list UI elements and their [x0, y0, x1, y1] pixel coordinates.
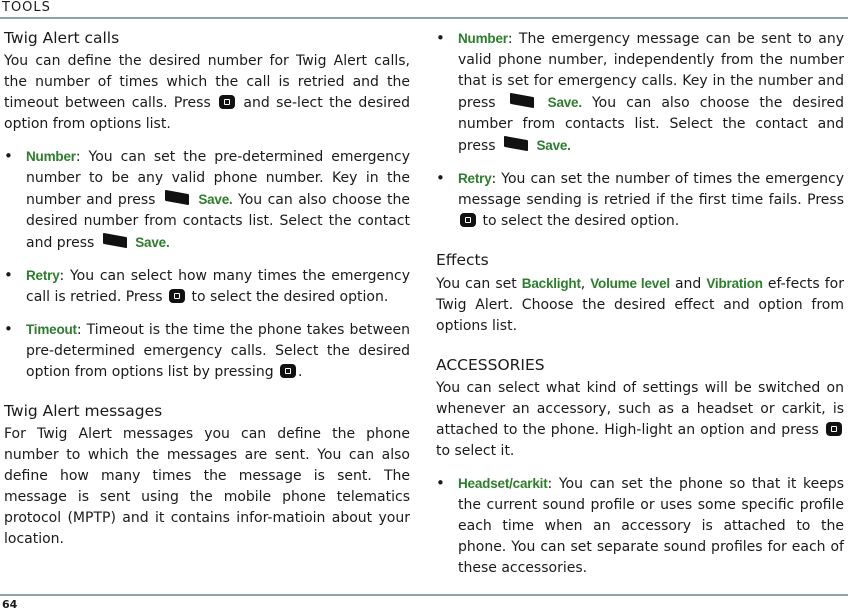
soft-key-icon — [510, 93, 534, 108]
keyword: Number — [458, 31, 508, 46]
left-column — [4, 28, 410, 550]
messages-heading: Twig Alert messages — [4, 402, 163, 420]
page-header — [0, 0, 848, 20]
soft-key-icon — [504, 136, 528, 151]
keyword: Save. — [536, 138, 571, 153]
accessories-heading: ACCESSORIES — [436, 356, 545, 374]
ok-key-icon — [169, 289, 185, 303]
soft-key-icon — [165, 190, 189, 205]
keyword: Retry — [458, 171, 492, 186]
header-rule — [0, 17, 848, 19]
ok-key-icon — [219, 95, 235, 109]
calls-heading: Twig Alert calls — [4, 29, 120, 47]
keyword: Headset/carkit — [458, 476, 548, 491]
right-column — [436, 28, 844, 590]
list-item-headset-carkit: • Headset/carkit: You can set the phone so that it keeps the current sound profile or uses some specific profile each time when an accessory is attached to the phone. You can set separate sound profiles for each of these accessories. — [436, 473, 844, 579]
keyword: Save. — [547, 95, 582, 110]
keyword: Vibration — [706, 276, 763, 291]
list-item-timeout: • Timeout: Timeout is the time the phone takes between pre-determined emergency calls. Select the desired option from options list by pressing . — [4, 319, 410, 383]
section-label: TOOLS — [2, 0, 51, 15]
ok-key-icon — [826, 422, 842, 436]
accessories-option-list — [436, 473, 844, 579]
soft-key-icon — [103, 233, 127, 248]
page-number: 64 — [2, 598, 18, 611]
messages-option-list — [436, 28, 844, 232]
footer-rule — [0, 594, 848, 596]
list-item-number: • Number: The emergency message can be sent to any valid phone number, independently from the number that is set for emergency calls. Key in the number and press Save. You can also choose the desired number from contacts list. Select the contact and press Save. — [436, 28, 844, 157]
calls-intro: You can define the desired number for Twig Alert calls, the number of times which the call is retried and the timeout between calls. Press and se-lect the desired option from options list. — [4, 53, 411, 132]
ok-key-icon — [280, 364, 296, 378]
list-item-retry: • Retry: You can set the number of times the emergency message sending is retried if the first time fails. Press to select the desired option. — [436, 168, 844, 232]
calls-option-list — [4, 146, 410, 383]
keyword: Save. — [198, 192, 233, 207]
keyword: Volume level — [590, 276, 670, 291]
accessories-body: You can select what kind of settings will be switched on whenever an accessory, such as a headset or carkit, is attached to the phone. High-light an option and press to select it. — [436, 380, 844, 459]
page-footer — [0, 594, 848, 612]
keyword: Backlight — [521, 276, 581, 291]
effects-body: You can set Backlight, Volume level and Vibration ef-fects for Twig Alert. Choose the desired effect and option from options list. — [436, 276, 844, 334]
messages-body: For Twig Alert messages you can define the phone number to which the messages are sent. You can also define how many times the message is sent. The message is sent using the mobile phone telematics protocol (MPTP) and it contains infor-matioin about your location. — [4, 426, 410, 547]
keyword: Timeout — [26, 322, 77, 337]
ok-key-icon — [460, 213, 476, 227]
keyword: Retry — [26, 268, 60, 283]
list-item-retry: • Retry: You can select how many times the emergency call is retried. Press to select the desired option. — [4, 265, 410, 308]
keyword: Save. — [135, 235, 170, 250]
keyword: Number — [26, 149, 76, 164]
list-item-number: • Number: You can set the pre-determined emergency number to be any valid phone number. Key in the number and press Save. You can also choose the desired number from contacts list. Select the contact and press Save. — [4, 146, 410, 254]
effects-heading: Effects — [436, 251, 489, 269]
